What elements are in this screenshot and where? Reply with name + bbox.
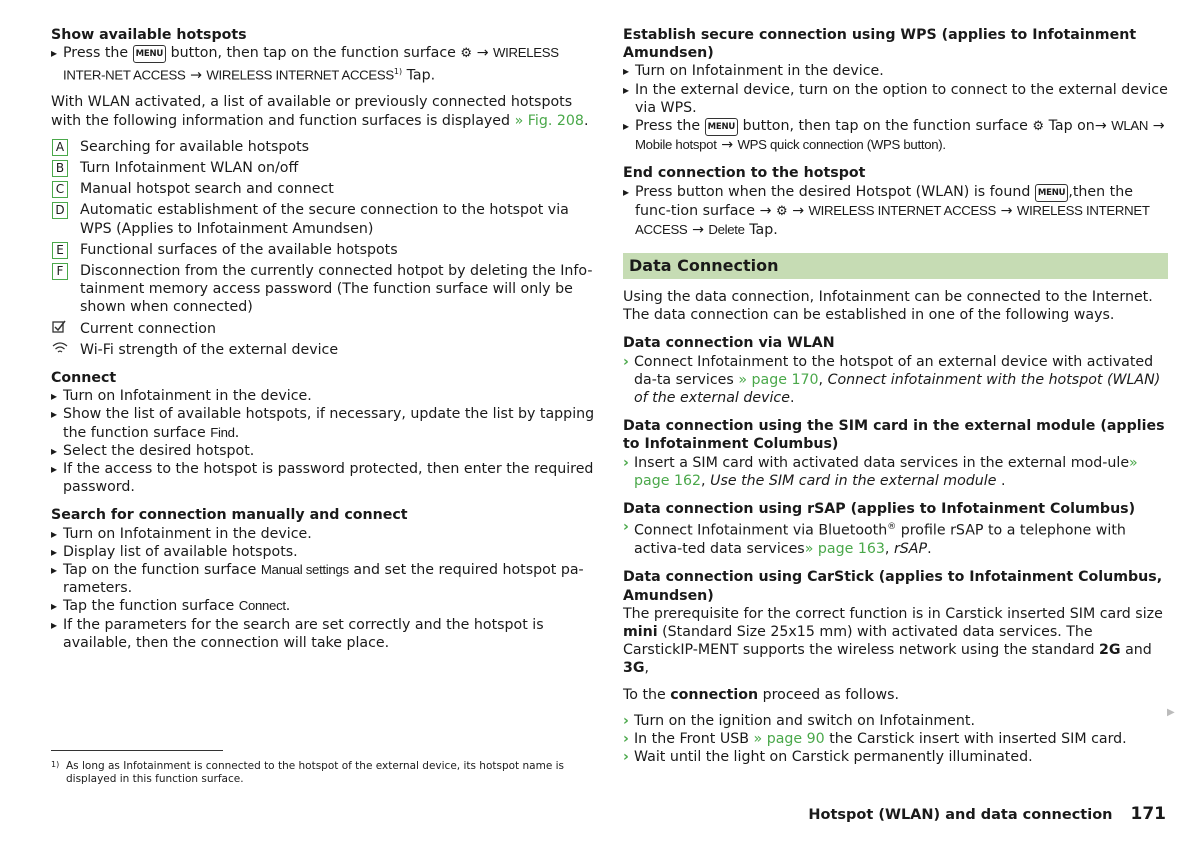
footer-title: Hotspot (WLAN) and data connection xyxy=(808,807,1113,823)
show-hotspots-step: ▸ Press the MENU button, then tap on the function surface ⚙ → WIRELESS INTER-NET ACCESS → WIRELESS INTERNET ACCESS$^{1)}$ Tap. xyxy=(51,44,599,85)
sim-step: › Insert a SIM card with activated data services in the external mod-ule» page 162, Use the SIM card in the external module . xyxy=(623,454,1138,489)
connect-heading: Connect xyxy=(51,369,117,386)
carstick-paragraph: The prerequisite for the correct function is in Carstick inserted SIM card size mini (Standard Size 25x15 mm) with activated data services. The CarstickIP-MENT supports the wireless network using the standard 2G and 3G, xyxy=(623,605,1163,677)
menu-key-icon: MENU xyxy=(705,118,738,136)
legend-item: E Functional surfaces of the available hotspots xyxy=(51,241,599,259)
footnote-divider xyxy=(51,750,223,751)
legend-item: B Turn Infotainment WLAN on/off xyxy=(51,159,599,177)
chevron-right-icon: › xyxy=(623,749,629,766)
chevron-right-icon: › xyxy=(623,454,629,471)
section-intro: Using the data connection, Infotainment can be connected to the Internet. The data connection can be established in one of the following ways. xyxy=(623,289,1153,324)
menu-key-icon: MENU xyxy=(1035,184,1068,202)
manual-step: ▸ Turn on Infotainment in the device. xyxy=(51,525,599,543)
manual-step: ▸ Display list of available hotspots. xyxy=(51,543,599,561)
legend-item: F Disconnection from the currently connected hotpot by deleting the Info-tainment memory access password (The function surface will only be shown when connected) xyxy=(51,262,599,317)
intro-paragraph: With WLAN activated, a list of available or previously connected hotspots with the following information and function surfaces is displayed » Fig. 208. xyxy=(51,94,589,129)
connect-step: ▸ Show the list of available hotspots, if necessary, update the list by tapping the function surface Find. xyxy=(51,405,599,441)
left-column xyxy=(51,26,599,652)
wlan-heading: Data connection via WLAN xyxy=(623,335,835,352)
menu-key-icon: MENU xyxy=(133,45,166,63)
chevron-right-icon: › xyxy=(623,731,629,748)
continue-arrow-icon: ▶ xyxy=(1167,707,1175,718)
checkbox-check-icon xyxy=(52,320,66,340)
rsap-step: › Connect Infotainment via Bluetooth® profile rSAP to a telephone with activa-ted data services» page 163, rSAP. xyxy=(623,519,1126,558)
manual-step: ▸ Tap on the function surface Manual settings and set the required hotspot pa-rameters. xyxy=(51,561,599,597)
page-link[interactable]: » page 170 xyxy=(738,371,819,388)
wps-step: ▸ Turn on Infotainment in the device. xyxy=(623,62,1168,80)
fig-link[interactable]: » Fig. 208 xyxy=(514,112,584,129)
manual-step: ▸ Tap the function surface Connect. xyxy=(51,597,599,615)
end-connection-step: ▸ Press button when the desired Hotspot (WLAN) is found MENU ,then the func-tion surface → ⚙ → WIRELESS INTERNET ACCESS → WIRELESS INTERNET ACCESS → Delete Tap. xyxy=(623,183,1168,239)
carstick-heading: Data connection using CarStick (applies to Infotainment Columbus, Amundsen) xyxy=(623,569,1163,604)
legend-item: C Manual hotspot search and connect xyxy=(51,180,599,198)
chevron-right-icon: › xyxy=(623,519,629,536)
right-column xyxy=(623,26,1168,766)
legend-list xyxy=(51,138,599,359)
proceed-step: › Turn on the ignition and switch on Infotainment. xyxy=(623,712,975,729)
page-footer xyxy=(808,804,1166,824)
proceed-paragraph: To the connection proceed as follows. xyxy=(623,686,899,703)
settings-gear-icon: ⚙ xyxy=(460,46,473,62)
page-number: 171 xyxy=(1130,804,1166,824)
wps-step: ▸ Press the MENU button, then tap on the function surface ⚙ Tap on→ WLAN → Mobile hotspot → WPS quick connection (WPS button). xyxy=(623,117,1168,154)
show-hotspots-heading: Show available hotspots xyxy=(51,27,247,43)
settings-gear-icon: ⚙ xyxy=(1032,119,1045,135)
end-connection-heading: End connection to the hotspot xyxy=(623,165,866,182)
manual-step: ▸ If the parameters for the search are set correctly and the hotspot is available, then the connection will take place. xyxy=(51,616,599,652)
page-link[interactable]: » page 163 xyxy=(804,541,885,558)
legend-label: D xyxy=(52,202,68,219)
wifi-icon xyxy=(52,341,68,361)
connect-step: ▸ Select the desired hotspot. xyxy=(51,442,599,460)
manual-heading: Search for connection manually and connect xyxy=(51,507,408,524)
legend-label: E xyxy=(52,242,68,259)
legend-item: D Automatic establishment of the secure connection to the hotspot via WPS (Applies to Infotainment Amundsen) xyxy=(51,201,599,237)
legend-item: Current connection xyxy=(51,320,599,338)
proceed-step: › In the Front USB » page 90 the Carstick insert with inserted SIM card. xyxy=(623,731,1127,748)
rsap-heading: Data connection using rSAP (applies to Infotainment Columbus) xyxy=(623,501,1136,518)
footnote xyxy=(51,760,599,786)
footnote-text: As long as Infotainment is connected to the hotspot of the external device, its hotspot name is displayed in this function surface. xyxy=(66,760,565,785)
legend-label: B xyxy=(52,160,68,177)
legend-item: Wi-Fi strength of the external device xyxy=(51,341,599,359)
legend-label: A xyxy=(52,139,68,156)
legend-item: A Searching for available hotspots xyxy=(51,138,599,156)
legend-label: F xyxy=(52,263,68,280)
wlan-step: › Connect Infotainment to the hotspot of an external device with activated da-ta services » page 170, Connect infotainment with the hotspot (WLAN) of the external device. xyxy=(623,353,1161,407)
connect-step: ▸ If the access to the hotspot is password protected, then enter the required password. xyxy=(51,460,599,496)
chevron-right-icon: › xyxy=(623,353,629,370)
wps-heading: Establish secure connection using WPS (applies to Infotainment Amundsen) xyxy=(623,27,1137,62)
legend-label: C xyxy=(52,181,68,198)
connect-step: ▸ Turn on Infotainment in the device. xyxy=(51,387,599,405)
page-link[interactable]: » page 90 xyxy=(753,731,825,748)
page-link[interactable]: » page 162 xyxy=(634,454,1138,489)
sim-heading: Data connection using the SIM card in the external module (applies to Infotainment Columbus) xyxy=(623,418,1165,453)
proceed-step: › Wait until the light on Carstick permanently illuminated. xyxy=(623,749,1033,766)
footnote-marker: 1) xyxy=(51,760,60,769)
wps-step: ▸ In the external device, turn on the option to connect to the external device via WPS. xyxy=(623,81,1168,117)
settings-gear-icon: ⚙ xyxy=(775,203,788,219)
section-title-bar: Data Connection xyxy=(623,253,1168,279)
chevron-right-icon: › xyxy=(623,712,629,729)
